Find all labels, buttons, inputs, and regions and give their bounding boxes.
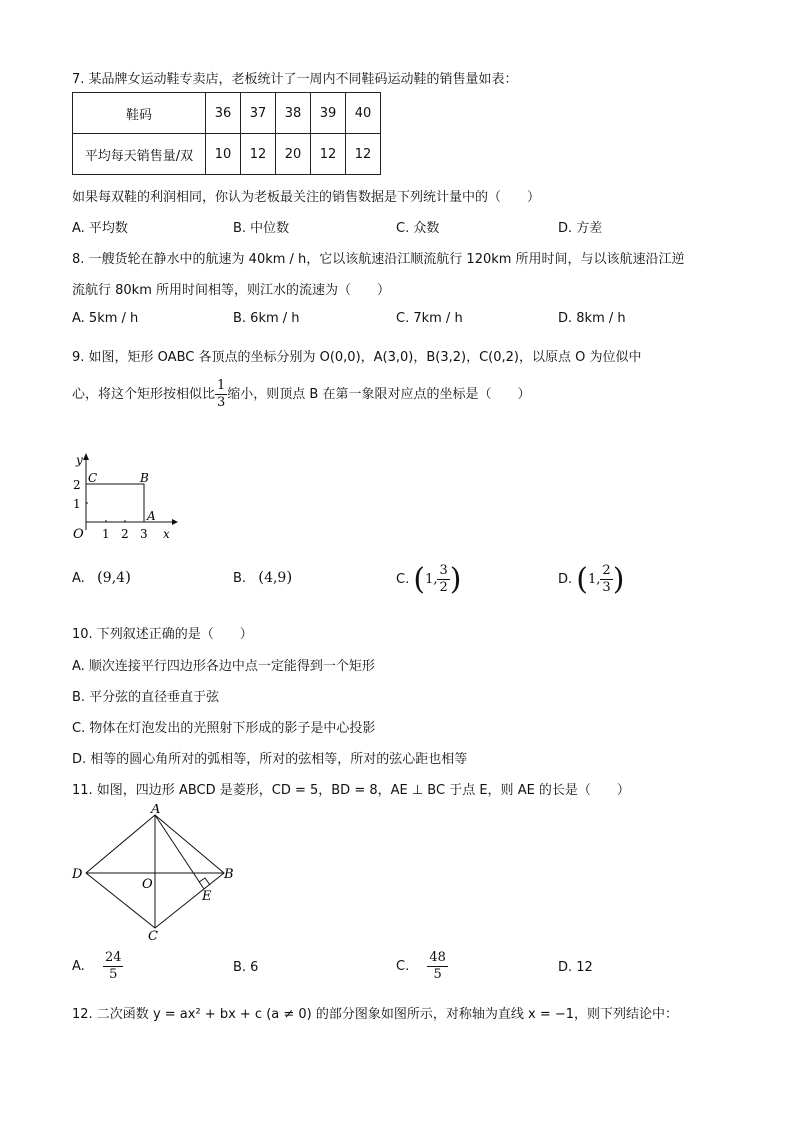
q9-option-a-value: 9,4 xyxy=(102,570,126,586)
ratio-fraction xyxy=(215,378,227,411)
table-cell: 12 xyxy=(241,134,276,175)
q12-stem: 12. 二次函数 y = ax² + bx + c (a ≠ 0) 的部分图象如图所示，对称轴为直线 x = −1，则下列结论中： xyxy=(72,1007,679,1022)
table-cell: 37 xyxy=(241,93,276,134)
point-b-label: B xyxy=(224,867,234,882)
q9-line2-pre: 心，将这个矩形按相似比 xyxy=(72,387,216,402)
q11-option-a-fraction: $\frac{24}{5}$ xyxy=(104,950,122,982)
rectangle-oabc xyxy=(86,484,144,522)
point-d-label: D xyxy=(72,867,83,882)
point-c-label: C xyxy=(148,929,158,944)
table-row xyxy=(73,134,381,175)
table-cell: 12 xyxy=(346,134,381,175)
point-b-label: B xyxy=(140,471,149,485)
y-axis-label: y xyxy=(76,453,83,467)
ratio-numerator: 1 xyxy=(217,378,226,393)
q10-stem: 10. 下列叙述正确的是（ ） xyxy=(72,627,253,642)
q9-coordinate-figure xyxy=(68,450,188,546)
y-tick-label: 1 xyxy=(73,497,81,511)
origin-label: O xyxy=(73,527,84,542)
q8-option-d[interactable]: D. 8km / h xyxy=(558,311,626,326)
x-tick-label: 1 xyxy=(102,527,110,541)
q7-option-d[interactable]: D. 方差 xyxy=(558,221,603,236)
q7-option-c[interactable]: C. 众数 xyxy=(396,221,440,236)
q8-option-b[interactable]: B. 6km / h xyxy=(233,311,300,326)
q9-option-b-value: 4,9 xyxy=(264,570,287,586)
q9-option-c[interactable]: C. (1, $\frac{3}{2}$ ) xyxy=(396,562,462,597)
table-cell: 38 xyxy=(276,93,311,134)
q11-option-d[interactable]: D. 12 xyxy=(558,960,593,975)
q9-option-d-fraction: $\frac{2}{3}$ xyxy=(602,563,611,595)
y-axis-arrow-icon xyxy=(83,453,89,460)
table-cell-header: 平均每天销售量/双 xyxy=(73,134,206,175)
q9-option-a[interactable]: A. (9,4) xyxy=(72,568,131,586)
ratio-denominator: 3 xyxy=(217,395,226,410)
q9-line1: 9. 如图，矩形 OABC 各顶点的坐标分别为 O(0,0)，A(3,0)，B(3,2)，C(0,2)，以原点 O 为位似中 xyxy=(72,350,642,365)
q10-option-a[interactable]: A. 顺次连接平行四边形各边中点一定能得到一个矩形 xyxy=(72,659,375,674)
q7-option-b[interactable]: B. 中位数 xyxy=(233,221,290,236)
q10-option-d[interactable]: D. 相等的圆心角所对的弧相等，所对的弦相等，所对的弦心距也相等 xyxy=(72,752,468,767)
point-a-label: A xyxy=(151,804,161,817)
q8-option-c[interactable]: C. 7km / h xyxy=(396,311,463,326)
q7-follow: 如果每双鞋的利润相同，你认为老板最关注的销售数据是下列统计量中的（ ） xyxy=(72,190,541,205)
q10-option-c[interactable]: C. 物体在灯泡发出的光照射下形成的影子是中心投影 xyxy=(72,721,376,736)
segment-ae xyxy=(155,815,204,889)
shoe-size-table xyxy=(72,92,381,175)
x-axis-label: x xyxy=(163,527,170,541)
q11-stem: 11. 如图，四边形 ABCD 是菱形，CD = 5，BD = 8，AE ⊥ BC 于点 E，则 AE 的长是（ ） xyxy=(72,783,630,798)
q11-option-c[interactable]: C. $\frac{48}{5}$ xyxy=(396,950,446,982)
y-tick-label: 2 xyxy=(73,478,81,492)
table-cell: 36 xyxy=(206,93,241,134)
q11-option-c-fraction: $\frac{48}{5}$ xyxy=(429,950,446,982)
q7-stem: 7. 某品牌女运动鞋专卖店，老板统计了一周内不同鞋码运动鞋的销售量如表： xyxy=(72,72,518,87)
table-cell: 10 xyxy=(206,134,241,175)
x-tick-label: 3 xyxy=(140,527,148,541)
point-c-label: C xyxy=(88,471,98,485)
table-cell: 12 xyxy=(311,134,346,175)
q9-line2-post: 缩小，则顶点 B 在第一象限对应点的坐标是（ ） xyxy=(227,387,531,402)
q11-option-b[interactable]: B. 6 xyxy=(233,960,259,975)
point-e-label: E xyxy=(202,889,212,904)
q8-line2: 流航行 80km 所用时间相等，则江水的流速为（ ） xyxy=(72,283,390,298)
q9-option-c-fraction: $\frac{3}{2}$ xyxy=(439,563,448,595)
point-o-label: O xyxy=(142,877,153,892)
point-a-label: A xyxy=(147,509,156,523)
table-cell: 20 xyxy=(276,134,311,175)
q9-line2 xyxy=(72,378,530,411)
table-cell: 40 xyxy=(346,93,381,134)
table-row xyxy=(73,93,381,134)
q8-line1: 8. 一艘货轮在静水中的航速为 40km / h，它以该航速沿江顺流航行 120km 所用时间，与以该航速沿江逆 xyxy=(72,252,685,267)
q7-option-a[interactable]: A. 平均数 xyxy=(72,221,128,236)
q8-option-a[interactable]: A. 5km / h xyxy=(72,311,139,326)
q11-option-a[interactable]: A. $\frac{24}{5}$ xyxy=(72,950,122,982)
q11-rhombus-figure xyxy=(66,804,246,944)
x-tick-label: 2 xyxy=(121,527,129,541)
q9-option-b[interactable]: B. (4,9) xyxy=(233,568,293,586)
x-axis-arrow-icon xyxy=(172,519,178,525)
q9-option-d[interactable]: D. (1, $\frac{2}{3}$ ) xyxy=(558,562,625,597)
q10-option-b[interactable]: B. 平分弦的直径垂直于弦 xyxy=(72,690,220,705)
table-cell-header: 鞋码 xyxy=(73,93,206,134)
table-cell: 39 xyxy=(311,93,346,134)
